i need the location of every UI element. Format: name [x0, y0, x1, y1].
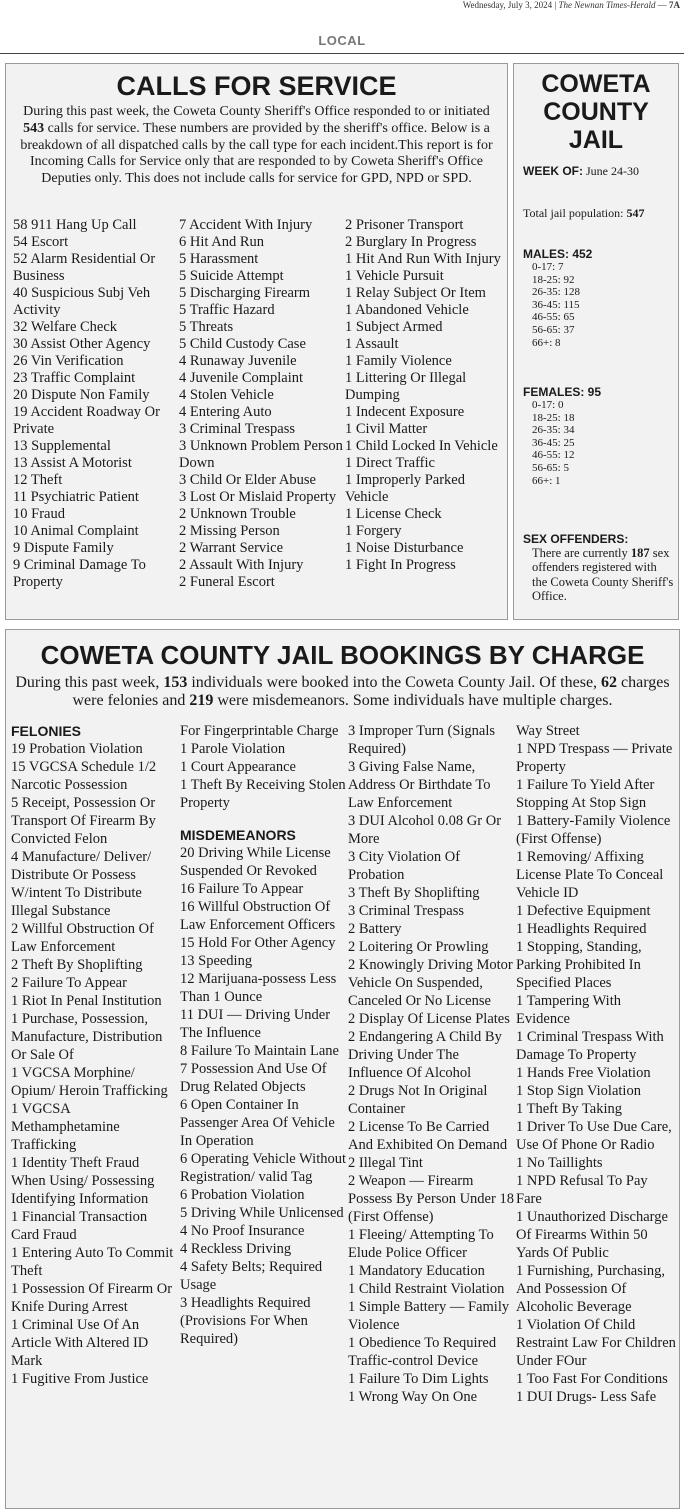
- call-item: 9 Dispute Family: [13, 540, 114, 556]
- call-item: 1 Indecent Exposure: [345, 404, 465, 420]
- charge-item: 1 VGCSA Methamphetamine Trafficking: [11, 1101, 120, 1153]
- charge-item: 1 Unauthorized Discharge Of Firearms Within 50 Yards Of Public: [516, 1209, 668, 1261]
- call-item: 13 Supplemental: [13, 438, 111, 454]
- charge-item: 1 Defective Equipment: [516, 903, 651, 919]
- header-date: Wednesday, July 3, 2024: [462, 0, 553, 10]
- charge-item: 3 Headlights Required (Provisions For When Required): [180, 1295, 311, 1347]
- call-item: 10 Fraud: [13, 506, 65, 522]
- female-age-row: 36-45: 25: [532, 436, 575, 449]
- charge-item: 11 DUI — Driving Under The Influence: [180, 1007, 331, 1041]
- charge-item: 16 Willful Obstruction Of Law Enforcement Officers: [180, 899, 336, 933]
- call-item: 26 Vin Verification: [13, 353, 124, 369]
- call-item: 19 Accident Roadway Or Private: [13, 404, 160, 437]
- call-item: 5 Harassment: [179, 251, 259, 267]
- call-item: 2 Prisoner Transport: [345, 217, 464, 233]
- calls-intro-text-b: calls for service. These numbers are provided by the sheriff's office. Below is a breakdown of all dispatched calls by the call type for each incident.This report is for Incoming Calls for Service only that are responded to by Coweta Sheriff's Office Deputies only. This does not include calls for service for GPD, NPD or SPD.: [20, 120, 493, 187]
- call-item: 54 Escort: [13, 234, 69, 250]
- call-item: 30 Assist Other Agency: [13, 336, 151, 352]
- population-value: 547: [626, 206, 645, 220]
- bookings-column-3: [348, 722, 514, 1406]
- calls-title: CALLS FOR SERVICE: [116, 71, 397, 101]
- charge-item: 1 Obedience To Required Traffic-control Device: [348, 1335, 497, 1369]
- charge-item: 7 Possession And Use Of Drug Related Objects: [180, 1061, 327, 1095]
- call-item: 5 Traffic Hazard: [179, 302, 275, 318]
- calls-column-1: [13, 217, 179, 591]
- offenders-text-b: sex offenders registered with the Coweta County Sheriff's Office.: [532, 546, 674, 603]
- charge-item: 1 Driver To Use Due Care, Use Of Phone Or Radio: [516, 1119, 672, 1153]
- call-item: 10 Animal Complaint: [13, 523, 139, 539]
- call-item: 1 Noise Disturbance: [345, 540, 464, 556]
- calls-intro-text-a: During this past week, the Coweta County Sheriff's Office responded to or initiated: [23, 104, 490, 119]
- call-item: 1 Fight In Progress: [345, 557, 456, 573]
- charge-item: 1 Theft By Receiving Stolen Property: [180, 777, 346, 811]
- charge-item: 2 Drugs Not In Original Container: [348, 1083, 488, 1117]
- call-item: 9 Criminal Damage To Property: [13, 557, 146, 590]
- bookings-felonies-count: 62: [601, 674, 618, 691]
- charge-item: 2 Display Of License Plates: [348, 1011, 510, 1027]
- call-item: 1 Forgery: [345, 523, 402, 539]
- female-age-row: 46-55: 12: [532, 449, 575, 462]
- bookings-misdemeanors-count: 219: [189, 692, 214, 709]
- charge-item: 2 License To Be Carried And Exhibited On Demand: [348, 1119, 508, 1153]
- call-item: 5 Threats: [179, 319, 234, 335]
- charge-item: 8 Failure To Maintain Lane: [180, 1043, 339, 1059]
- call-item: 1 Vehicle Pursuit: [345, 268, 444, 284]
- calls-column-3: [345, 217, 507, 574]
- call-item: 2 Burglary In Progress: [345, 234, 477, 250]
- bookings-box: [5, 629, 680, 1509]
- charge-item: 1 Fugitive From Justice: [11, 1371, 149, 1387]
- call-item: 4 Runaway Juvenile: [179, 353, 297, 369]
- felonies-list-1: [11, 740, 177, 1388]
- charge-item: 3 Giving False Name, Address Or Birthdate To Law Enforcement: [348, 759, 491, 811]
- males-section: [523, 247, 675, 349]
- section-label: LOCAL: [318, 33, 366, 48]
- charge-item: 1 Simple Battery — Family Violence: [348, 1299, 510, 1333]
- call-item: 1 Subject Armed: [345, 319, 443, 335]
- misdemeanors-list-2: [348, 722, 514, 1406]
- charge-item: 2 Battery: [348, 921, 402, 937]
- charge-item: 1 Possession Of Firearm Or Knife During Arrest: [11, 1281, 173, 1315]
- charge-item: 1 NPD Refusal To Pay Fare: [516, 1173, 648, 1207]
- charge-item: 1 Headlights Required: [516, 921, 647, 937]
- female-age-row: 26-35: 34: [532, 424, 575, 437]
- call-item: 23 Traffic Complaint: [13, 370, 136, 386]
- charge-item: 12 Marijuana-possess Less Than 1 Ounce: [180, 971, 337, 1005]
- charge-item: 2 Knowingly Driving Motor Vehicle On Suspended, Canceled Or No License: [348, 957, 513, 1009]
- charge-item: 1 Fleeing/ Attempting To Elude Police Officer: [348, 1227, 494, 1261]
- bookings-intro-d: were misdemeanors. Some individuals have multiple charges.: [217, 692, 613, 709]
- females-list: [523, 399, 675, 487]
- population: [523, 206, 675, 221]
- felonies-list-2: [180, 722, 346, 812]
- charge-item: 13 Speeding: [180, 953, 253, 969]
- bookings-total: 153: [163, 674, 188, 691]
- males-list: [523, 261, 675, 349]
- call-item: 20 Dispute Non Family: [13, 387, 150, 403]
- males-label: MALES: 452: [523, 247, 593, 261]
- charge-item: Way Street: [516, 723, 580, 739]
- charge-item: 1 Tampering With Evidence: [516, 993, 621, 1027]
- call-item: 1 Civil Matter: [345, 421, 428, 437]
- call-item: 40 Suspicious Subj Veh Activity: [13, 285, 151, 318]
- charge-item: 3 DUI Alcohol 0.08 Gr Or More: [348, 813, 502, 847]
- jail-stats-box: [513, 63, 679, 620]
- call-item: 1 Direct Traffic: [345, 455, 435, 471]
- male-age-row: 46-55: 65: [532, 311, 575, 324]
- charge-item: 6 Open Container In Passenger Area Of Vehicle In Operation: [180, 1097, 335, 1149]
- charge-item: 4 Reckless Driving: [180, 1241, 292, 1257]
- charge-item: For Fingerprintable Charge: [180, 723, 339, 739]
- call-item: 5 Discharging Firearm: [179, 285, 311, 301]
- charge-item: 1 Child Restraint Violation: [348, 1281, 505, 1297]
- week-label: WEEK OF:: [523, 164, 583, 178]
- charge-item: 1 Battery-Family Violence (First Offense): [516, 813, 671, 847]
- female-age-row: 0-17: 0: [532, 399, 564, 411]
- call-item: 4 Stolen Vehicle: [179, 387, 274, 403]
- charge-item: 1 Hands Free Violation: [516, 1065, 651, 1081]
- charge-item: 2 Theft By Shoplifting: [11, 957, 143, 973]
- charge-item: 19 Probation Violation: [11, 741, 143, 757]
- call-item: 2 Assault With Injury: [179, 557, 304, 573]
- charge-item: 6 Operating Vehicle Without Registration/ valid Tag: [180, 1151, 346, 1185]
- females-label: FEMALES: 95: [523, 385, 602, 399]
- male-age-row: 36-45: 115: [532, 298, 580, 311]
- call-item: 1 License Check: [345, 506, 442, 522]
- charge-item: 2 Loitering Or Prowling: [348, 939, 489, 955]
- charge-item: 3 Improper Turn (Signals Required): [348, 723, 496, 757]
- call-item: 1 Hit And Run With Injury: [345, 251, 501, 267]
- female-age-row: 66+: 1: [532, 474, 561, 487]
- header-rule: [0, 53, 684, 54]
- calls-intro: [12, 104, 501, 188]
- charge-item: 1 NPD Trespass — Private Property: [516, 741, 673, 775]
- charge-item: 1 Stopping, Standing, Parking Prohibited In Specified Places: [516, 939, 642, 991]
- charge-item: 1 Furnishing, Purchasing, And Possession Of Alcoholic Beverage: [516, 1263, 666, 1315]
- call-item: 5 Child Custody Case: [179, 336, 306, 352]
- call-item: 11 Psychiatric Patient: [13, 489, 139, 505]
- bookings-title: COWETA COUNTY JAIL BOOKINGS BY CHARGE: [40, 640, 645, 670]
- charge-item: 1 Failure To Yield After Stopping At Stop Sign: [516, 777, 655, 811]
- bookings-column-2: [180, 722, 346, 1348]
- week-of: [523, 164, 675, 179]
- charge-item: 1 VGCSA Morphine/ Opium/ Heroin Trafficking: [11, 1065, 168, 1099]
- charge-item: 20 Driving While License Suspended Or Revoked: [180, 845, 331, 879]
- call-item: 4 Juvenile Complaint: [179, 370, 304, 386]
- misdemeanors-list-3: [516, 722, 676, 1406]
- charge-item: 2 Weapon — Firearm Possess By Person Under 18 (First Offense): [348, 1173, 514, 1225]
- bookings-intro-b: individuals were booked into the Coweta County Jail. Of these,: [191, 674, 598, 691]
- call-item: 58 911 Hang Up Call: [13, 217, 137, 233]
- bookings-intro: [14, 674, 671, 710]
- charge-item: 3 Criminal Trespass: [348, 903, 465, 919]
- charge-item: 4 No Proof Insurance: [180, 1223, 305, 1239]
- male-age-row: 56-65: 37: [532, 323, 575, 336]
- call-item: 1 Child Locked In Vehicle: [345, 438, 498, 454]
- call-item: 3 Unknown Problem Person Down: [179, 438, 343, 471]
- male-age-row: 66+: 8: [532, 336, 561, 349]
- male-age-row: 26-35: 128: [532, 286, 580, 299]
- females-section: [523, 385, 675, 487]
- header-publication: The Newnan Times-Herald: [558, 0, 656, 10]
- charge-item: 1 DUI Drugs- Less Safe: [516, 1389, 657, 1405]
- offenders-label: SEX OFFENDERS:: [523, 532, 629, 546]
- charge-item: 1 Criminal Use Of An Article With Altered ID Mark: [11, 1317, 149, 1369]
- call-item: 2 Missing Person: [179, 523, 280, 539]
- jail-title: COWETA COUNTY JAIL: [541, 70, 651, 154]
- misdemeanors-list-1: [180, 844, 346, 1348]
- calls-for-service-box: [5, 63, 508, 620]
- call-item: 1 Family Violence: [345, 353, 452, 369]
- charge-item: 1 Theft By Taking: [516, 1101, 622, 1117]
- charge-item: 1 Court Appearance: [180, 759, 296, 775]
- charge-item: 1 Entering Auto To Commit Theft: [11, 1245, 174, 1279]
- calls-count: 543: [23, 120, 45, 136]
- charge-item: 2 Failure To Appear: [11, 975, 127, 991]
- call-item: 5 Suicide Attempt: [179, 268, 284, 284]
- charge-item: 2 Endangering A Child By Driving Under The Influence Of Alcohol: [348, 1029, 502, 1081]
- charge-item: 6 Probation Violation: [180, 1187, 305, 1203]
- page-header: Wednesday, July 3, 2024 | The Newnan Times-Herald — 7A: [462, 0, 680, 10]
- female-age-row: 56-65: 5: [532, 461, 569, 474]
- call-item: 2 Unknown Trouble: [179, 506, 296, 522]
- call-item: 1 Improperly Parked Vehicle: [345, 472, 465, 505]
- male-age-row: 18-25: 92: [532, 273, 575, 286]
- call-item: 13 Assist A Motorist: [13, 455, 132, 471]
- charge-item: 1 Wrong Way On One: [348, 1389, 477, 1405]
- call-item: 1 Littering Or Illegal Dumping: [345, 370, 467, 403]
- call-item: 2 Warrant Service: [179, 540, 284, 556]
- call-item: 32 Welfare Check: [13, 319, 118, 335]
- charge-item: 1 Criminal Trespass With Damage To Property: [516, 1029, 664, 1063]
- charge-item: 4 Manufacture/ Deliver/ Distribute Or Possess W/intent To Distribute Illegal Substance: [11, 849, 152, 919]
- call-item: 1 Assault: [345, 336, 399, 352]
- call-item: 12 Theft: [13, 472, 63, 488]
- charge-item: 1 Financial Transaction Card Fraud: [11, 1209, 148, 1243]
- charge-item: 2 Willful Obstruction Of Law Enforcement: [11, 921, 154, 955]
- offenders-text: [523, 546, 675, 603]
- female-age-row: 18-25: 18: [532, 411, 575, 424]
- charge-item: 15 VGCSA Schedule 1/2 Narcotic Possession: [11, 759, 157, 793]
- call-item: 6 Hit And Run: [179, 234, 264, 250]
- population-label: Total jail population:: [523, 206, 624, 220]
- bookings-intro-a: During this past week,: [15, 674, 160, 691]
- charge-item: 16 Failure To Appear: [180, 881, 304, 897]
- call-item: 3 Criminal Trespass: [179, 421, 296, 437]
- charge-item: 1 Removing/ Affixing License Plate To Conceal Vehicle ID: [516, 849, 664, 901]
- charge-item: 1 Violation Of Child Restraint Law For Children Under FOur: [516, 1317, 676, 1369]
- bookings-intro-c: charges were felonies and: [72, 674, 670, 709]
- bookings-column-1: [11, 722, 177, 1388]
- call-item: 52 Alarm Residential Or Business: [13, 251, 156, 284]
- charge-item: 1 No Taillights: [516, 1155, 603, 1171]
- charge-item: 1 Too Fast For Conditions: [516, 1371, 668, 1387]
- offenders-text-a: There are currently: [532, 546, 628, 561]
- call-item: 2 Funeral Escort: [179, 574, 275, 590]
- charge-item: 1 Stop Sign Violation: [516, 1083, 641, 1099]
- bookings-column-4: [516, 722, 676, 1406]
- sex-offenders-section: [523, 532, 675, 603]
- felonies-heading: FELONIES: [11, 723, 82, 739]
- charge-item: 1 Identity Theft Fraud When Using/ Possessing Identifying Information: [11, 1155, 155, 1207]
- misdemeanors-heading: MISDEMEANORS: [180, 827, 296, 843]
- charge-item: 3 Theft By Shoplifting: [348, 885, 480, 901]
- call-item: 7 Accident With Injury: [179, 217, 313, 233]
- charge-item: 1 Mandatory Education: [348, 1263, 485, 1279]
- charge-item: 3 City Violation Of Probation: [348, 849, 461, 883]
- header-page-number: 7A: [669, 0, 680, 10]
- male-age-row: 0-17: 7: [532, 261, 564, 273]
- call-item: 4 Entering Auto: [179, 404, 272, 420]
- calls-column-2: [179, 217, 345, 591]
- week-value: June 24-30: [586, 164, 639, 178]
- charge-item: 1 Parole Violation: [180, 741, 286, 757]
- offenders-count: 187: [630, 546, 650, 561]
- charge-item: 1 Riot In Penal Institution: [11, 993, 162, 1009]
- charge-item: 1 Purchase, Possession, Manufacture, Distribution Or Sale Of: [11, 1011, 163, 1063]
- call-item: 1 Abandoned Vehicle: [345, 302, 469, 318]
- charge-item: 1 Failure To Dim Lights: [348, 1371, 489, 1387]
- charge-item: 5 Driving While Unlicensed: [180, 1205, 344, 1221]
- charge-item: 15 Hold For Other Agency: [180, 935, 336, 951]
- call-item: 3 Lost Or Mislaid Property: [179, 489, 337, 505]
- call-item: 1 Relay Subject Or Item: [345, 285, 486, 301]
- charge-item: 5 Receipt, Possession Or Transport Of Firearm By Convicted Felon: [11, 795, 156, 847]
- call-item: 3 Child Or Elder Abuse: [179, 472, 316, 488]
- charge-item: 2 Illegal Tint: [348, 1155, 423, 1171]
- charge-item: 4 Safety Belts; Required Usage: [180, 1259, 323, 1293]
